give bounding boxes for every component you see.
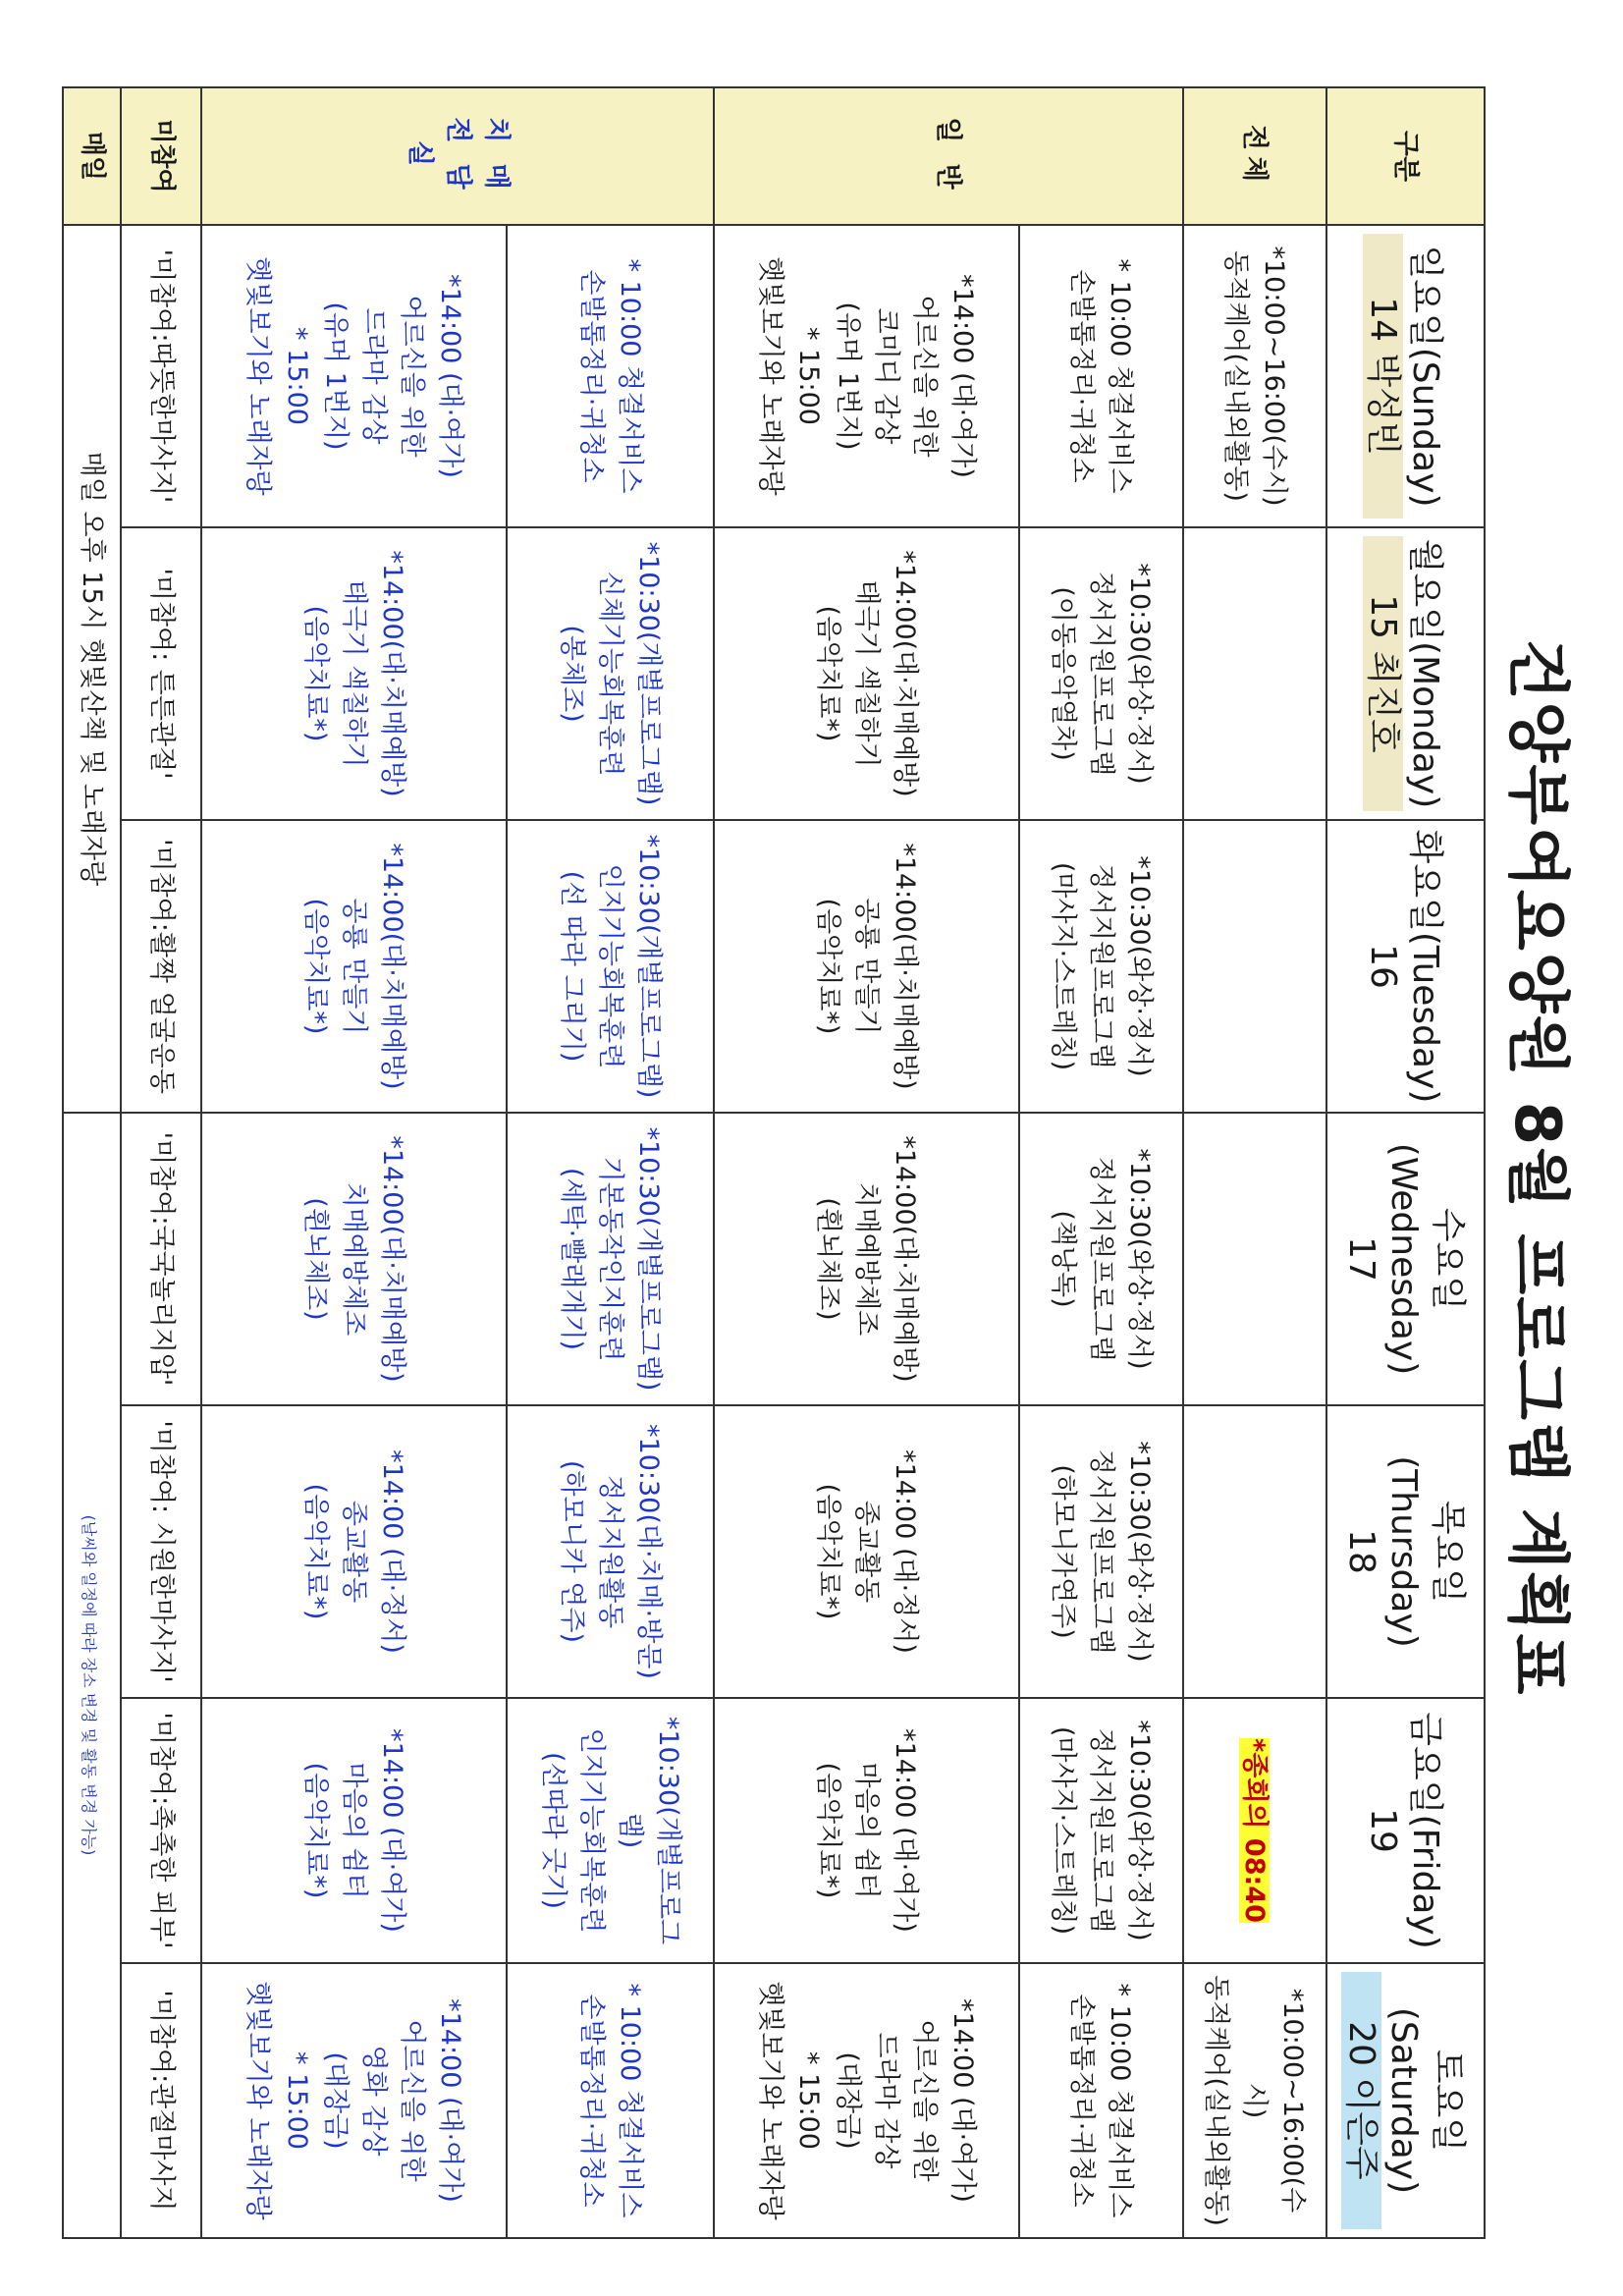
- cell-general-am-fri: *10:30(와상·정서) 정서지원프로그램 (마사지·스트레칭): [1019, 1698, 1183, 1963]
- cell-dementia-am-sun: * 10:00 청결서비스 손발톱정리·귀청소: [507, 225, 714, 527]
- cell-dementia-am-mon: *10:30(개별프로그램) 신체기능회복훈련 (봉체조): [507, 527, 714, 820]
- cell-dementia-pm-mon: *14:00(대·치매예방) 태극기 색칠하기 (음악치료*): [201, 527, 507, 820]
- header-row: [1326, 87, 1485, 2238]
- row-label-dementia: 치 매 전 담 실: [201, 87, 714, 225]
- row-daily: [63, 87, 121, 2238]
- cell-dementia-pm-tue: *14:00(대·치매예방) 공룡 만들기 (음악치료*): [201, 820, 507, 1113]
- cell-nonpart-thu: '미참여: 시원한마사지': [121, 1405, 201, 1698]
- cell-daily-text: 매일 오후 15시 햇빛산책 및 노래자랑: [63, 225, 121, 1113]
- header-saturday: 토요일(Saturday) 20 이은주: [1326, 1963, 1485, 2238]
- cell-dementia-am-fri: *10:30(개별프로그램) 인지기능회복훈련 (선따라 긋기): [507, 1698, 714, 1963]
- cell-all-mon: [1183, 527, 1326, 820]
- cell-dementia-am-tue: *10:30(개별프로그램) 인지기능회복훈련 (선 따라 그리기): [507, 820, 714, 1113]
- header-label: 구분: [1326, 87, 1485, 225]
- cell-all-tue: [1183, 820, 1326, 1113]
- cell-general-pm-thu: *14:00 (대·정서) 종교활동 (음악치료*): [714, 1405, 1019, 1698]
- row-label-daily: 매일: [63, 87, 121, 225]
- row-label-all: 전체: [1183, 87, 1326, 225]
- header-sunday: 일요일(Sunday) 14 박성빈: [1326, 225, 1485, 527]
- cell-all-fri: [1183, 1698, 1326, 1963]
- cell-nonpart-mon: '미참여: 튼튼관절': [121, 527, 201, 820]
- row-all: [1183, 87, 1326, 2238]
- cell-dementia-pm-sun: *14:00 (대·여가) 어르신을 위한 드라마 감상 (유머 1번지) * 15:00 햇빛보기와 노래자랑: [201, 225, 507, 527]
- cell-general-pm-wed: *14:00(대·치매예방) 치매예방체조 (휜뇌체조): [714, 1113, 1019, 1405]
- page-title: 건양부여요양원 8월 프로그램 계획표: [1500, 638, 1573, 1697]
- row-general-pm: [714, 87, 1019, 2238]
- header-monday: 월요일(Monday) 15 최진호: [1326, 527, 1485, 820]
- cell-nonpart-sun: '미참여:따뜻한마사지': [121, 225, 201, 527]
- cell-general-pm-sun: *14:00 (대·여가) 어르신을 위한 코미디 감상 (유머 1번지) * 15:00 햇빛보기와 노래자랑: [714, 225, 1019, 527]
- cell-general-pm-mon: *14:00(대·치매예방) 태극기 색칠하기 (음악치료*): [714, 527, 1019, 820]
- cell-dementia-pm-fri: *14:00 (대·여가) 마음의 쉼터 (음악치료*): [201, 1698, 507, 1963]
- cell-all-sat: *10:00~16:00(수시) 동적케어(실내외활동): [1183, 1963, 1326, 2238]
- cell-general-pm-fri: *14:00 (대·여가) 마음의 쉼터 (음악치료*): [714, 1698, 1019, 1963]
- header-wednesday: 수요일(Wednesday) 17: [1326, 1113, 1485, 1405]
- cell-daily-note: [63, 1113, 121, 2238]
- cell-all-thu: [1183, 1405, 1326, 1698]
- cell-nonpart-sat: '미참여:관절마사지: [121, 1963, 201, 2238]
- row-dementia-pm: [201, 87, 507, 2238]
- schedule-table: [62, 86, 1486, 2239]
- cell-nonpart-tue: '미참여:활짝 얼굴운동: [121, 820, 201, 1113]
- row-nonparticipant: [121, 87, 201, 2238]
- cell-general-am-tue: *10:30(와상·정서) 정서지원프로그램 (마사지·스트레칭): [1019, 820, 1183, 1113]
- cell-dementia-pm-wed: *14:00(대·치매예방) 치매예방체조 (휜뇌체조): [201, 1113, 507, 1405]
- cell-dementia-am-thu: *10:30(대·치매·방문) 정서지원활동 (하모니카 연주): [507, 1405, 714, 1698]
- cell-general-am-mon: *10:30(와상·정서) 정서지원프로그램 (이동음악열차): [1019, 527, 1183, 820]
- cell-all-sun: *10:00~16:00(수시) 동적케어(실내외활동): [1183, 225, 1326, 527]
- row-general-am: [1019, 87, 1183, 2238]
- header-friday: 금요일(Friday) 19: [1326, 1698, 1485, 1963]
- cell-general-pm-sat: *14:00 (대·여가) 어르신을 위한 드라마 감상 (대장금) * 15:00 햇빛보기와 노래자랑: [714, 1963, 1019, 2238]
- cell-nonpart-fri: '미참여:촉촉한 피부': [121, 1698, 201, 1963]
- cell-dementia-pm-thu: *14:00 (대·정서) 종교활동 (음악치료*): [201, 1405, 507, 1698]
- cell-general-am-sun: * 10:00 청결서비스 손발톱정리·귀청소: [1019, 225, 1183, 527]
- header-tuesday: 화요일(Tuesday) 16: [1326, 820, 1485, 1113]
- cell-general-am-thu: *10:30(와상·정서) 정서지원프로그램 (하모니카연주): [1019, 1405, 1183, 1698]
- cell-general-am-sat: * 10:00 청결서비스 손발톱정리·귀청소: [1019, 1963, 1183, 2238]
- cell-general-pm-tue: *14:00(대·치매예방) 공룡 만들기 (음악치료*): [714, 820, 1019, 1113]
- daily-note: (날씨와 일정에 따라 장소 변경 및 활동 변경 가능): [80, 1514, 99, 1856]
- header-thursday: 목요일(Thursday) 18: [1326, 1405, 1485, 1698]
- cell-general-am-wed: *10:30(와상·정서) 정서지원프로그램 (책낭독): [1019, 1113, 1183, 1405]
- cell-dementia-am-sat: * 10:00 청결서비스 손발톱정리·귀청소: [507, 1963, 714, 2238]
- row-label-general: 일 반: [714, 87, 1182, 225]
- cell-nonpart-wed: '미참여:국국놀리지압': [121, 1113, 201, 1405]
- cell-dementia-pm-sat: *14:00 (대·여가) 어르신을 위한 영화 감상 (대장금) * 15:00 햇빛보기와 노래자랑: [201, 1963, 507, 2238]
- cell-all-wed: [1183, 1113, 1326, 1405]
- cell-dementia-am-wed: *10:30(개별프로그램) 기본동작인지훈련 (세탁·빨래개기): [507, 1113, 714, 1405]
- row-dementia-am: [507, 87, 714, 2238]
- meeting-highlight: *종회의 08:40: [1239, 1738, 1271, 1923]
- row-label-nonparticipant: 미참여: [121, 87, 201, 225]
